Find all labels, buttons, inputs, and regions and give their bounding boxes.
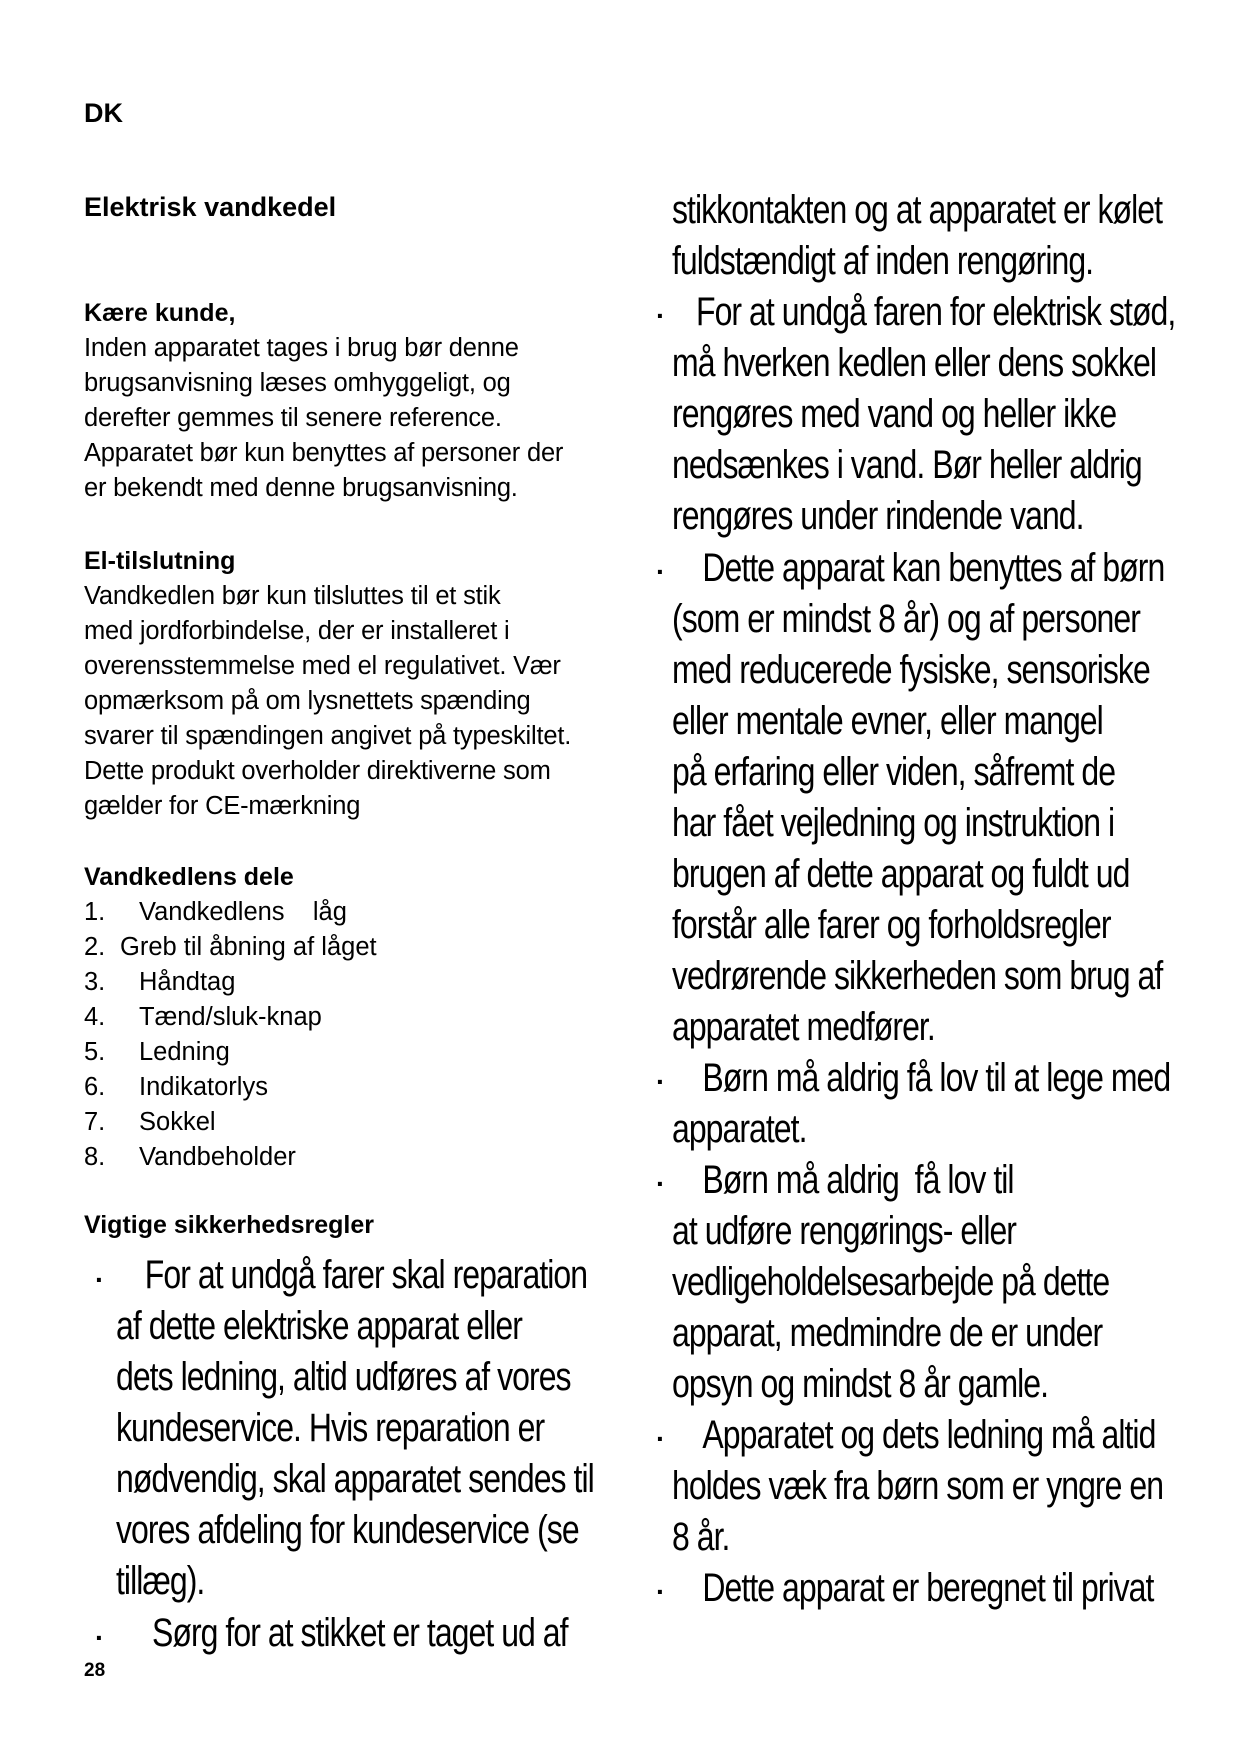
text-line: opsyn og mindst 8 år gamle. bbox=[672, 1362, 1049, 1406]
text-line: apparatet medfører. bbox=[672, 1005, 935, 1049]
text-line: Børn må aldrig få lov til bbox=[702, 1158, 1014, 1202]
safety-bullet-no-cleaning bbox=[672, 1155, 1109, 1410]
list-item: 1. Vandkedlens låg bbox=[84, 898, 347, 926]
intro-heading: Kære kunde, bbox=[84, 299, 236, 327]
text-line: Dette apparat er beregnet til privat bbox=[702, 1566, 1154, 1610]
list-item: 8. Vandbeholder bbox=[84, 1143, 296, 1171]
electrical-line: svarer til spændingen angivet på typeskiltet. bbox=[84, 722, 572, 750]
bullet-icon: · bbox=[656, 1423, 666, 1454]
text-line: har fået vejledning og instruktion i bbox=[672, 801, 1115, 845]
document-title: Elektrisk vandkedel bbox=[84, 192, 337, 222]
text-line: (som er mindst 8 år) og af personer bbox=[672, 597, 1140, 641]
safety-continuation bbox=[672, 185, 1162, 287]
electrical-line: Dette produkt overholder direktiverne som bbox=[84, 757, 551, 785]
electrical-line: opmærksom på om lysnettets spænding bbox=[84, 687, 531, 715]
page-number: 28 bbox=[84, 1660, 106, 1681]
text-line: nødvendig, skal apparatet sendes til bbox=[116, 1457, 594, 1501]
text-line: må hverken kedlen eller dens sokkel bbox=[672, 341, 1157, 385]
bullet-icon: · bbox=[656, 1168, 666, 1199]
intro-line: Inden apparatet tages i brug bør denne bbox=[84, 334, 519, 362]
electrical-line: Vandkedlen bør kun tilsluttes til et stik bbox=[84, 582, 501, 610]
text-line: dets ledning, altid udføres af vores bbox=[116, 1355, 571, 1399]
intro-line: Apparatet bør kun benyttes af personer der bbox=[84, 439, 564, 467]
text-line: eller mentale evner, eller mangel bbox=[672, 699, 1103, 743]
electrical-line: overensstemmelse med el regulativet. Vær bbox=[84, 652, 561, 680]
list-item: 3. Håndtag bbox=[84, 968, 236, 996]
list-item: 4. Tænd/sluk-knap bbox=[84, 1003, 322, 1031]
text-line: forstår alle farer og forholdsregler bbox=[672, 903, 1111, 947]
intro-section bbox=[84, 296, 604, 506]
intro-line: er bekendt med denne brugsanvisning. bbox=[84, 474, 518, 502]
text-line: apparatet. bbox=[672, 1107, 807, 1151]
intro-line: brugsanvisning læses omhyggeligt, og bbox=[84, 369, 511, 397]
safety-bullet-shock bbox=[672, 287, 1175, 542]
text-line: tillæg). bbox=[116, 1559, 205, 1603]
bullet-icon: · bbox=[656, 556, 666, 587]
text-line: Dette apparat kan benyttes af børn bbox=[702, 546, 1165, 590]
list-item: 2. Greb til åbning af låget bbox=[84, 933, 377, 961]
safety-bullet-children-use bbox=[672, 543, 1164, 1053]
bullet-icon: · bbox=[95, 1264, 105, 1295]
text-line: apparat, medmindre de er under bbox=[672, 1311, 1103, 1355]
text-line: holdes væk fra børn som er yngre en bbox=[672, 1464, 1164, 1508]
safety-section bbox=[84, 1208, 604, 1243]
text-line: For at undgå faren for elektrisk stød, bbox=[696, 290, 1176, 334]
electrical-heading: El-tilslutning bbox=[84, 547, 236, 575]
safety-bullet-no-play bbox=[672, 1053, 1170, 1155]
text-line: kundeservice. Hvis reparation er bbox=[116, 1406, 545, 1450]
safety-bullet-keep-away bbox=[672, 1410, 1163, 1563]
electrical-section bbox=[84, 544, 604, 824]
safety-bullet-repair bbox=[116, 1250, 594, 1607]
text-line: Apparatet og dets ledning må altid bbox=[702, 1413, 1156, 1457]
text-line: med reducerede fysiske, sensoriske bbox=[672, 648, 1150, 692]
text-line: fuldstændigt af inden rengøring. bbox=[672, 239, 1094, 283]
text-line: vedligeholdelsesarbejde på dette bbox=[672, 1260, 1110, 1304]
list-item: 7. Sokkel bbox=[84, 1108, 216, 1136]
text-line: af dette elektriske apparat eller bbox=[116, 1304, 522, 1348]
bullet-icon: · bbox=[656, 300, 666, 331]
safety-bullet-unplug bbox=[152, 1608, 568, 1659]
bullet-icon: · bbox=[95, 1622, 105, 1653]
bullet-icon: · bbox=[656, 1576, 666, 1607]
list-item: 5. Ledning bbox=[84, 1038, 230, 1066]
text-line: 8 år. bbox=[672, 1515, 730, 1559]
text-line: Børn må aldrig få lov til at lege med bbox=[702, 1056, 1171, 1100]
bullet-icon: · bbox=[656, 1066, 666, 1097]
text-line: nedsænkes i vand. Bør heller aldrig bbox=[672, 443, 1142, 487]
text-line: stikkontakten og at apparatet er kølet bbox=[672, 188, 1163, 232]
text-line: på erfaring eller viden, såfremt de bbox=[672, 750, 1116, 794]
text-line: brugen af dette apparat og fuldt ud bbox=[672, 852, 1130, 896]
text-line: rengøres under rindende vand. bbox=[672, 494, 1084, 538]
parts-section bbox=[84, 860, 604, 1175]
electrical-line: gælder for CE-mærkning bbox=[84, 792, 361, 820]
text-line: vedrørende sikkerheden som brug af bbox=[672, 954, 1163, 998]
language-code: DK bbox=[84, 98, 123, 128]
electrical-line: med jordforbindelse, der er installeret i bbox=[84, 617, 510, 645]
text-line: at udføre rengørings- eller bbox=[672, 1209, 1017, 1253]
safety-bullet-private-use bbox=[672, 1563, 1153, 1614]
parts-heading: Vandkedlens dele bbox=[84, 863, 294, 891]
intro-line: derefter gemmes til senere reference. bbox=[84, 404, 502, 432]
text-line: rengøres med vand og heller ikke bbox=[672, 392, 1117, 436]
text-line: For at undgå farer skal reparation bbox=[144, 1253, 588, 1297]
parts-list bbox=[84, 895, 604, 1175]
text-line: Sørg for at stikket er taget ud af bbox=[152, 1611, 568, 1655]
text-line: vores afdeling for kundeservice (se bbox=[116, 1508, 579, 1552]
safety-heading: Vigtige sikkerhedsregler bbox=[84, 1211, 374, 1239]
list-item: 6. Indikatorlys bbox=[84, 1073, 268, 1101]
